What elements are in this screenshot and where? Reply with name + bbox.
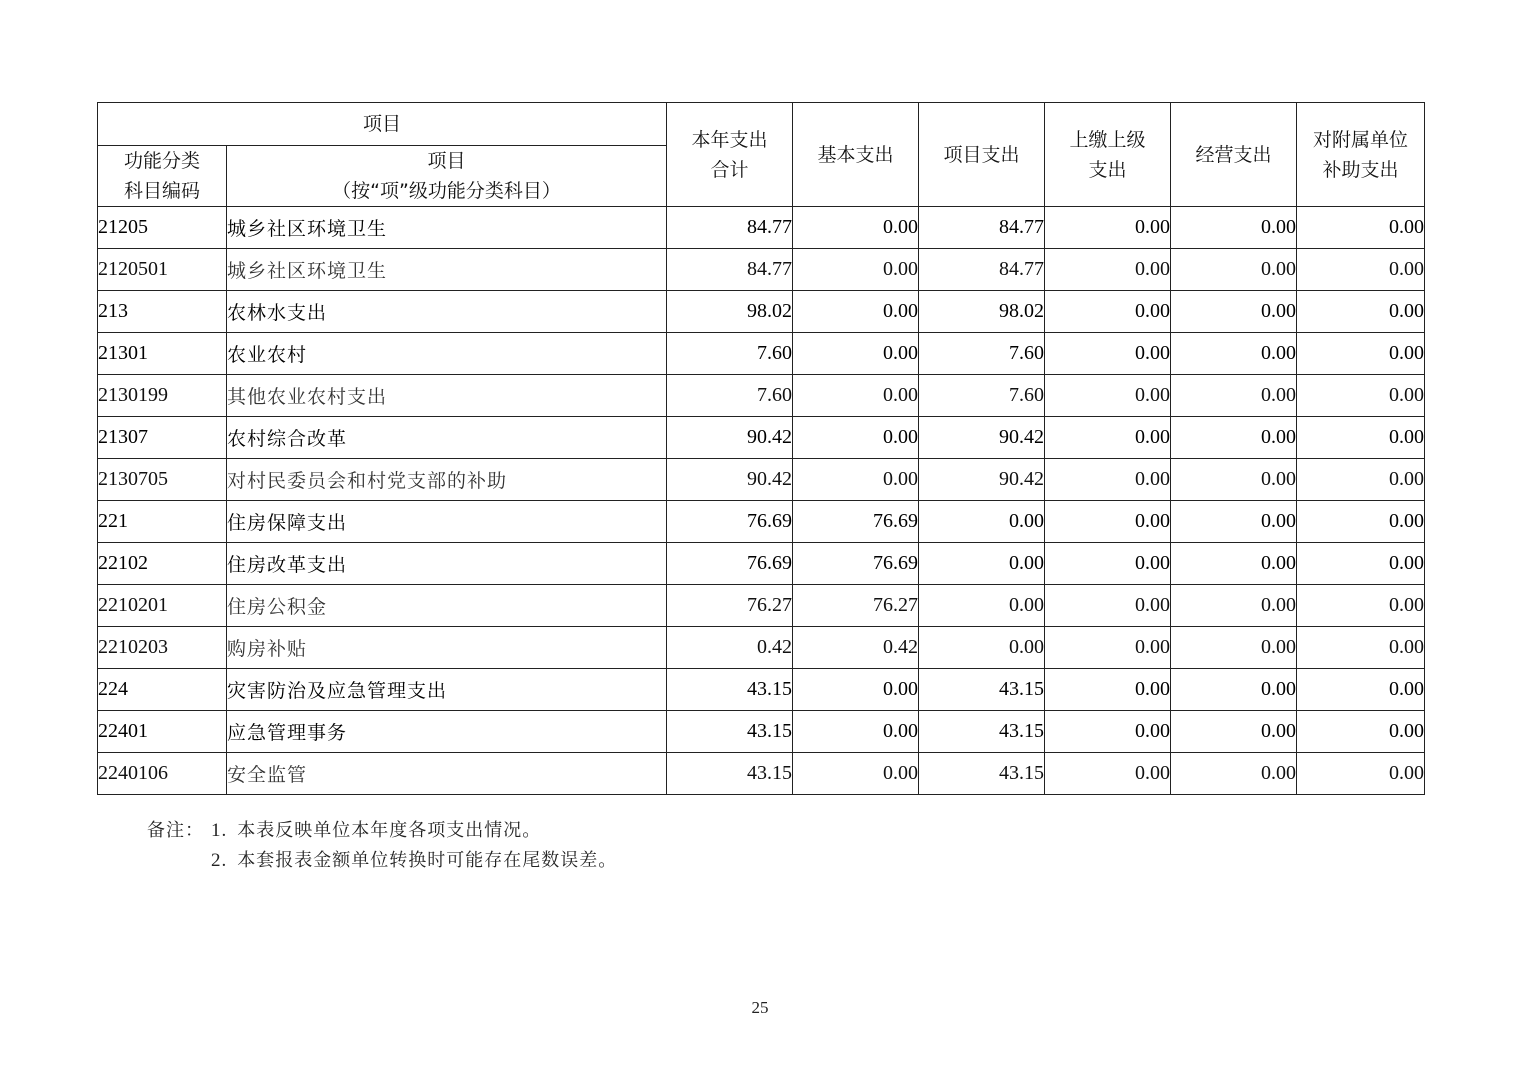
cell-name: 农业农村 [227, 333, 667, 375]
cell-basic: 0.00 [793, 207, 919, 249]
cell-subsidy: 0.00 [1297, 711, 1425, 753]
cell-project: 0.00 [919, 501, 1045, 543]
cell-subsidy: 0.00 [1297, 291, 1425, 333]
cell-upper: 0.00 [1045, 249, 1171, 291]
cell-subsidy: 0.00 [1297, 543, 1425, 585]
cell-total: 76.27 [667, 585, 793, 627]
cell-basic: 0.00 [793, 333, 919, 375]
cell-upper: 0.00 [1045, 417, 1171, 459]
cell-code: 221 [98, 501, 227, 543]
cell-basic: 76.69 [793, 501, 919, 543]
header-total [667, 103, 793, 207]
cell-subsidy: 0.00 [1297, 375, 1425, 417]
cell-total: 7.60 [667, 375, 793, 417]
header-upper-line1: 上缴上级 [1069, 128, 1146, 151]
note-row-1 [147, 818, 617, 848]
header-project-exp-line1: 项目支出 [943, 143, 1020, 166]
header-upper [1045, 103, 1171, 207]
cell-operating: 0.00 [1171, 627, 1297, 669]
cell-project: 43.15 [919, 753, 1045, 795]
cell-total: 90.42 [667, 459, 793, 501]
cell-upper: 0.00 [1045, 669, 1171, 711]
cell-code: 2130199 [98, 375, 227, 417]
cell-upper: 0.00 [1045, 207, 1171, 249]
cell-upper: 0.00 [1045, 627, 1171, 669]
cell-total: 84.77 [667, 249, 793, 291]
cell-total: 98.02 [667, 291, 793, 333]
cell-project: 90.42 [919, 459, 1045, 501]
cell-name: 城乡社区环境卫生 [227, 249, 667, 291]
cell-upper: 0.00 [1045, 543, 1171, 585]
cell-project: 0.00 [919, 585, 1045, 627]
cell-project: 84.77 [919, 207, 1045, 249]
table-row [98, 753, 1425, 795]
cell-name: 农村综合改革 [227, 417, 667, 459]
cell-basic: 76.27 [793, 585, 919, 627]
cell-project: 43.15 [919, 711, 1045, 753]
cell-operating: 0.00 [1171, 417, 1297, 459]
cell-name: 其他农业农村支出 [227, 375, 667, 417]
cell-project: 43.15 [919, 669, 1045, 711]
cell-total: 7.60 [667, 333, 793, 375]
cell-subsidy: 0.00 [1297, 585, 1425, 627]
cell-name: 安全监管 [227, 753, 667, 795]
cell-basic: 0.00 [793, 459, 919, 501]
header-project: 项目 [98, 103, 667, 146]
header-code-line1: 功能分类 [123, 150, 200, 172]
cell-project: 7.60 [919, 375, 1045, 417]
cell-total: 43.15 [667, 669, 793, 711]
cell-operating: 0.00 [1171, 207, 1297, 249]
cell-basic: 0.00 [793, 711, 919, 753]
cell-basic: 76.69 [793, 543, 919, 585]
cell-total: 84.77 [667, 207, 793, 249]
cell-project: 90.42 [919, 417, 1045, 459]
cell-upper: 0.00 [1045, 333, 1171, 375]
cell-name: 购房补贴 [227, 627, 667, 669]
table-row [98, 627, 1425, 669]
cell-code: 21205 [98, 207, 227, 249]
cell-code: 21301 [98, 333, 227, 375]
cell-operating: 0.00 [1171, 249, 1297, 291]
header-subsidy-line1: 对附属单位 [1313, 128, 1409, 151]
cell-code: 22102 [98, 543, 227, 585]
page-number: 25 [751, 998, 769, 1017]
header-project-exp [919, 103, 1045, 207]
cell-upper: 0.00 [1045, 711, 1171, 753]
cell-name: 农林水支出 [227, 291, 667, 333]
cell-total: 76.69 [667, 501, 793, 543]
header-code [98, 146, 227, 207]
table-row [98, 459, 1425, 501]
cell-basic: 0.00 [793, 375, 919, 417]
cell-subsidy: 0.00 [1297, 207, 1425, 249]
cell-subsidy: 0.00 [1297, 669, 1425, 711]
cell-code: 21307 [98, 417, 227, 459]
cell-operating: 0.00 [1171, 543, 1297, 585]
header-operating [1171, 103, 1297, 207]
cell-total: 43.15 [667, 711, 793, 753]
cell-project: 84.77 [919, 249, 1045, 291]
table-row [98, 669, 1425, 711]
cell-code: 2130705 [98, 459, 227, 501]
table-row [98, 501, 1425, 543]
cell-code: 213 [98, 291, 227, 333]
cell-basic: 0.42 [793, 627, 919, 669]
notes [147, 818, 617, 878]
cell-upper: 0.00 [1045, 291, 1171, 333]
cell-basic: 0.00 [793, 249, 919, 291]
header-total-line1: 本年支出 [691, 128, 768, 151]
header-name [227, 146, 667, 207]
cell-subsidy: 0.00 [1297, 753, 1425, 795]
cell-total: 0.42 [667, 627, 793, 669]
header-subsidy-line2: 补助支出 [1322, 158, 1399, 181]
cell-operating: 0.00 [1171, 501, 1297, 543]
cell-project: 7.60 [919, 333, 1045, 375]
table-body [98, 207, 1425, 795]
table-row [98, 711, 1425, 753]
cell-name: 应急管理事务 [227, 711, 667, 753]
header-subsidy [1297, 103, 1425, 207]
header-name-line2: （按“项”级功能分类科目） [332, 180, 561, 202]
header-name-line1: 项目 [427, 150, 466, 172]
cell-project: 98.02 [919, 291, 1045, 333]
cell-operating: 0.00 [1171, 375, 1297, 417]
note-label: 备注： [147, 820, 204, 841]
table-row [98, 375, 1425, 417]
cell-code: 22401 [98, 711, 227, 753]
table-row [98, 543, 1425, 585]
note-text: 本套报表金额单位转换时可能存在尾数误差。 [237, 850, 618, 871]
cell-operating: 0.00 [1171, 753, 1297, 795]
note-number: 2. [211, 850, 228, 871]
header-upper-line2: 支出 [1088, 158, 1127, 181]
cell-name: 住房保障支出 [227, 501, 667, 543]
cell-project: 0.00 [919, 627, 1045, 669]
cell-upper: 0.00 [1045, 375, 1171, 417]
table-row [98, 249, 1425, 291]
cell-project: 0.00 [919, 543, 1045, 585]
cell-total: 76.69 [667, 543, 793, 585]
cell-upper: 0.00 [1045, 459, 1171, 501]
cell-subsidy: 0.00 [1297, 627, 1425, 669]
table-row [98, 417, 1425, 459]
cell-upper: 0.00 [1045, 753, 1171, 795]
cell-operating: 0.00 [1171, 291, 1297, 333]
cell-subsidy: 0.00 [1297, 249, 1425, 291]
cell-basic: 0.00 [793, 291, 919, 333]
table-row [98, 333, 1425, 375]
cell-operating: 0.00 [1171, 711, 1297, 753]
header-operating-line1: 经营支出 [1195, 143, 1272, 166]
cell-upper: 0.00 [1045, 585, 1171, 627]
cell-name: 灾害防治及应急管理支出 [227, 669, 667, 711]
expenditure-table [97, 102, 1425, 795]
cell-subsidy: 0.00 [1297, 501, 1425, 543]
cell-name: 住房改革支出 [227, 543, 667, 585]
note-row-2 [147, 848, 617, 878]
cell-code: 2120501 [98, 249, 227, 291]
cell-operating: 0.00 [1171, 585, 1297, 627]
cell-subsidy: 0.00 [1297, 333, 1425, 375]
cell-code: 224 [98, 669, 227, 711]
header-basic [793, 103, 919, 207]
cell-operating: 0.00 [1171, 459, 1297, 501]
cell-total: 90.42 [667, 417, 793, 459]
cell-subsidy: 0.00 [1297, 459, 1425, 501]
cell-basic: 0.00 [793, 669, 919, 711]
cell-code: 2210201 [98, 585, 227, 627]
cell-upper: 0.00 [1045, 501, 1171, 543]
header-code-line2: 科目编码 [123, 180, 200, 202]
note-number: 1. [211, 820, 228, 841]
cell-name: 住房公积金 [227, 585, 667, 627]
cell-code: 2210203 [98, 627, 227, 669]
cell-total: 43.15 [667, 753, 793, 795]
header-total-line2: 合计 [710, 158, 749, 181]
cell-operating: 0.00 [1171, 669, 1297, 711]
table-row [98, 291, 1425, 333]
cell-subsidy: 0.00 [1297, 417, 1425, 459]
cell-basic: 0.00 [793, 753, 919, 795]
cell-basic: 0.00 [793, 417, 919, 459]
cell-name: 城乡社区环境卫生 [227, 207, 667, 249]
cell-name: 对村民委员会和村党支部的补助 [227, 459, 667, 501]
table-row [98, 585, 1425, 627]
header-basic-line1: 基本支出 [817, 143, 894, 166]
note-text: 本表反映单位本年度各项支出情况。 [237, 820, 542, 841]
cell-code: 2240106 [98, 753, 227, 795]
cell-operating: 0.00 [1171, 333, 1297, 375]
table-row [98, 207, 1425, 249]
